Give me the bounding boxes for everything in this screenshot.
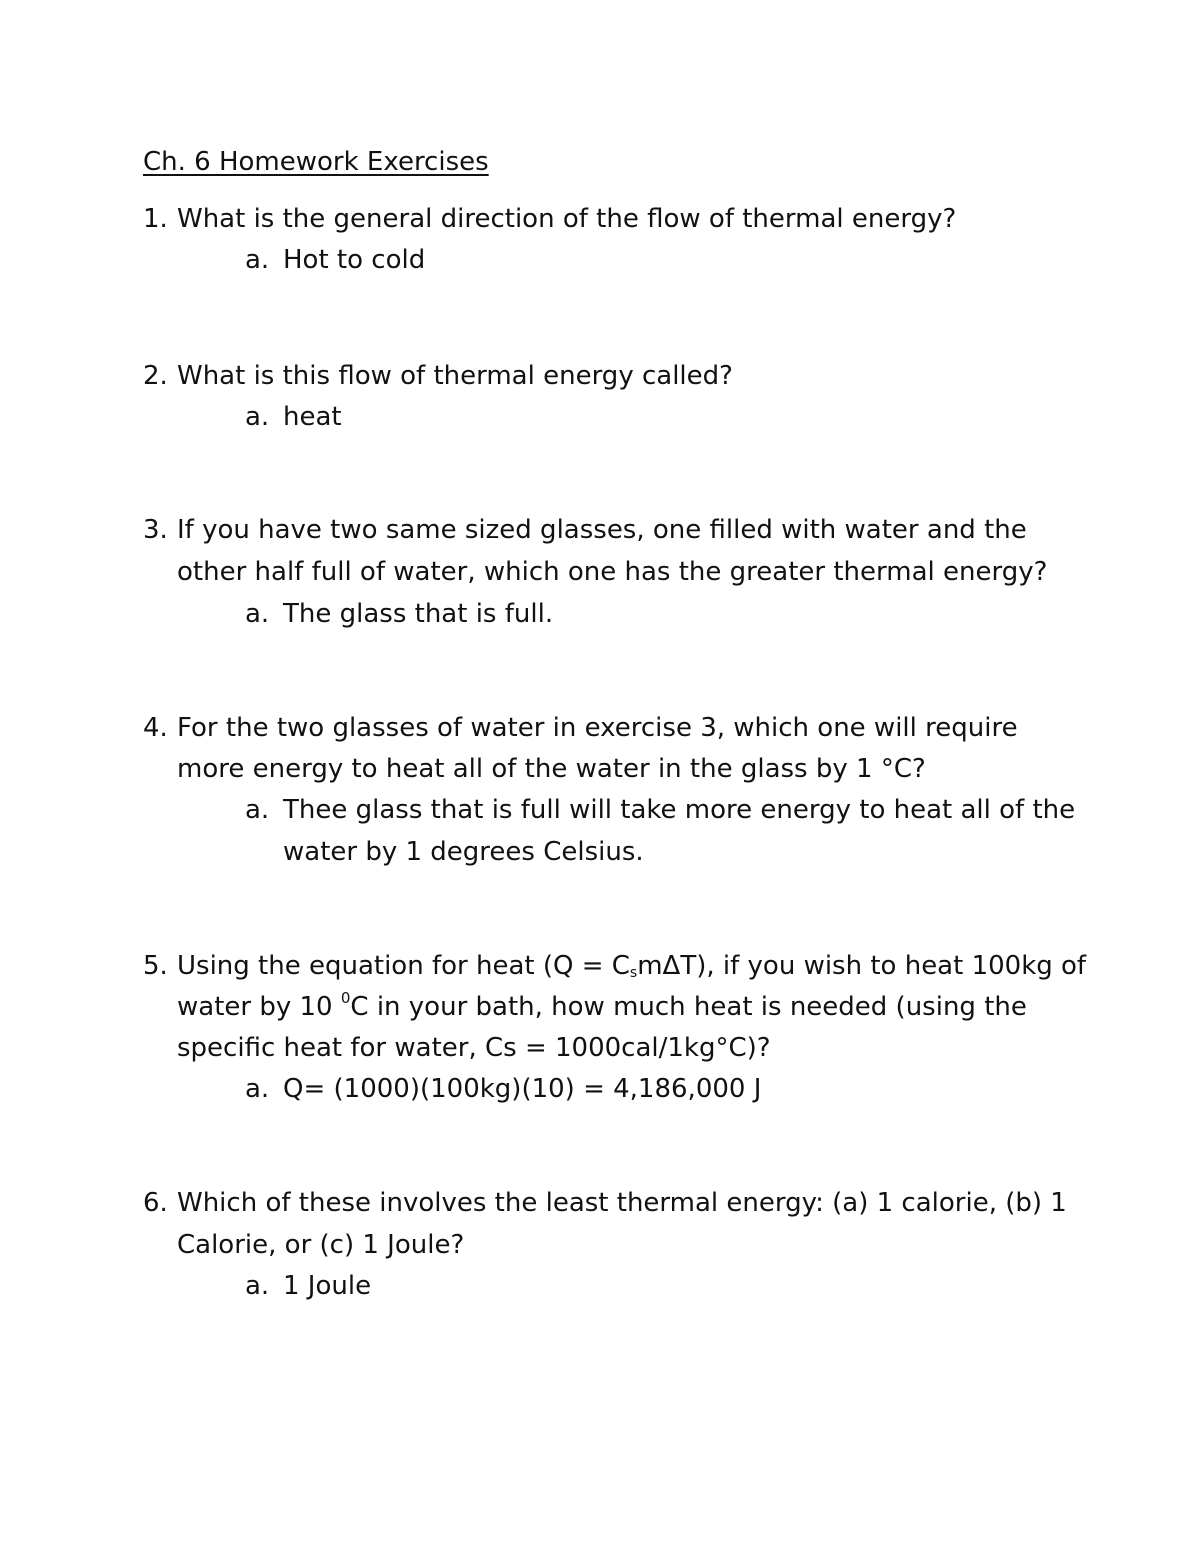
subscript: s — [629, 965, 638, 981]
question-5-continued-2: specific heat for water, Cs = 1000cal/1kg°C)? — [177, 1033, 771, 1063]
question-number: 1. — [143, 204, 168, 234]
question-text: Which of these involves the least thermal energy: (a) 1 calorie, (b) 1 — [177, 1188, 1067, 1218]
page-title: Ch. 6 Homework Exercises — [143, 147, 489, 177]
question-number: 2. — [143, 361, 168, 391]
question-text — [177, 951, 1086, 981]
answer-6 — [245, 1266, 371, 1306]
answer-letter: a. — [245, 245, 270, 275]
answer-4 — [245, 790, 1075, 830]
question-5 — [143, 946, 1086, 986]
answer-letter: a. — [245, 795, 270, 825]
question-1 — [143, 199, 956, 239]
answer-2 — [245, 397, 342, 437]
answer-3 — [245, 594, 553, 634]
question-2 — [143, 356, 733, 396]
answer-letter: a. — [245, 1271, 270, 1301]
question-number: 4. — [143, 713, 168, 743]
answer-letter: a. — [245, 1074, 270, 1104]
question-5-continued — [177, 987, 1027, 1027]
answer-letter: a. — [245, 599, 270, 629]
question-text-part: C in your bath, how much heat is needed (using the — [350, 992, 1027, 1022]
question-number: 6. — [143, 1188, 168, 1218]
answer-text: Thee glass that is full will take more energy to heat all of the — [283, 795, 1076, 825]
answer-text: heat — [283, 402, 342, 432]
question-text: For the two glasses of water in exercise 3, which one will require — [177, 713, 1018, 743]
answer-1 — [245, 240, 425, 280]
question-4-continued: more energy to heat all of the water in the glass by 1 °C? — [177, 754, 926, 784]
question-3 — [143, 510, 1027, 550]
question-3-continued: other half full of water, which one has the greater thermal energy? — [177, 557, 1048, 587]
question-text: What is this flow of thermal energy called? — [177, 361, 733, 391]
answer-text: Hot to cold — [283, 245, 426, 275]
answer-4-continued: water by 1 degrees Celsius. — [283, 837, 644, 867]
question-number: 3. — [143, 515, 168, 545]
superscript: 0 — [340, 989, 351, 1007]
question-text-part: Using the equation for heat (Q = C — [177, 951, 630, 981]
question-text-part: mΔT), if you wish to heat 100kg of — [637, 951, 1087, 981]
answer-letter: a. — [245, 402, 270, 432]
question-text: What is the general direction of the flow of thermal energy? — [177, 204, 957, 234]
question-text-part: water by 10 — [177, 992, 341, 1022]
answer-5 — [245, 1069, 761, 1109]
answer-text: 1 Joule — [283, 1271, 372, 1301]
answer-text: Q= (1000)(100kg)(10) = 4,186,000 J — [283, 1074, 762, 1104]
question-text: If you have two same sized glasses, one filled with water and the — [177, 515, 1027, 545]
question-number: 5. — [143, 951, 168, 981]
question-6-continued: Calorie, or (c) 1 Joule? — [177, 1230, 465, 1260]
answer-text: The glass that is full. — [283, 599, 554, 629]
question-6 — [143, 1183, 1067, 1223]
question-4 — [143, 708, 1018, 748]
